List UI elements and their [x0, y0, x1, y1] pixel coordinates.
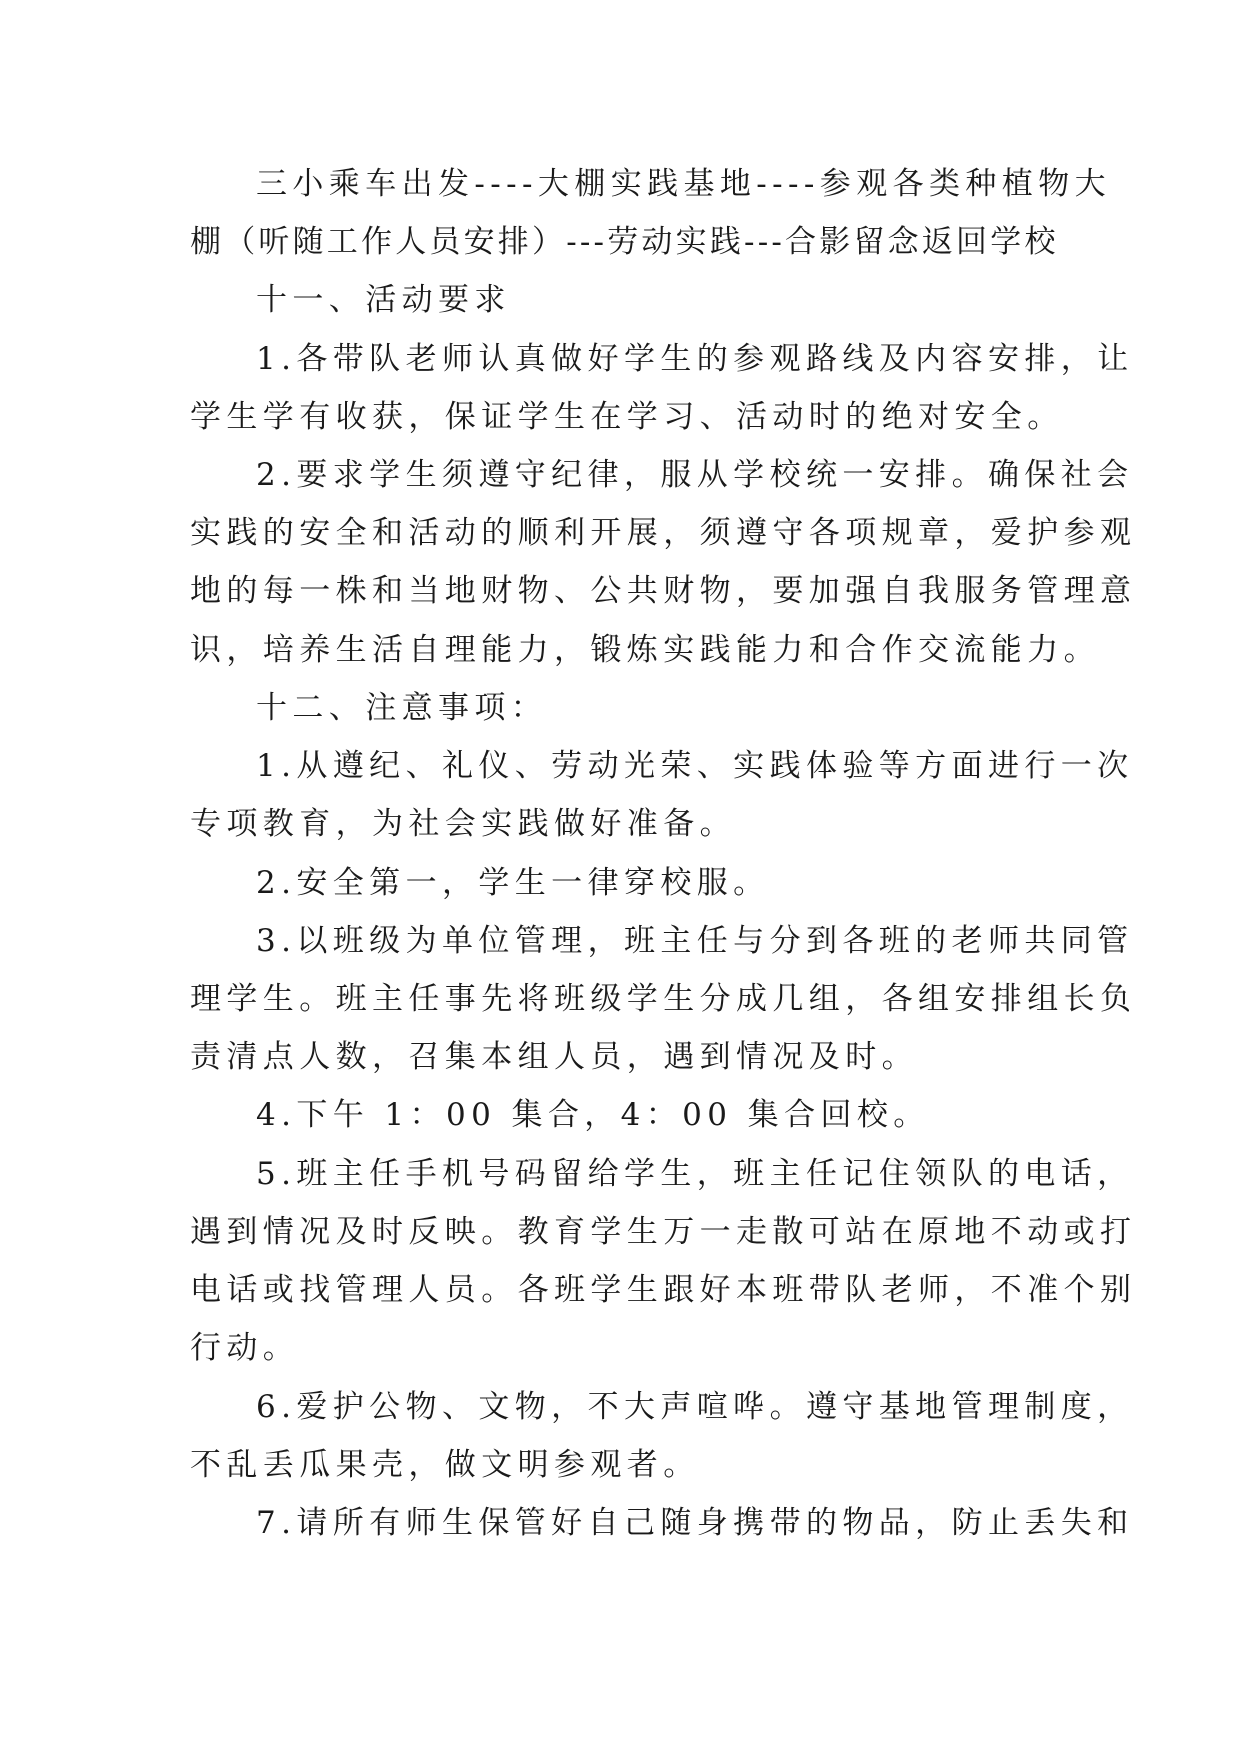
note-5-line-2: 遇到情况及时反映。教育学生万一走散可站在原地不动或打 — [190, 1214, 1137, 1250]
note-1-line-2: 专项教育，为社会实践做好准备。 — [190, 806, 736, 842]
requirement-1-line-2: 学生学有收获，保证学生在学习、活动时的绝对安全。 — [190, 399, 1064, 435]
note-3-line-1: 3.以班级为单位管理，班主任与分到各班的老师共同管 — [256, 923, 1134, 959]
note-1-line-1: 1.从遵纪、礼仪、劳动光荣、实践体验等方面进行一次 — [256, 748, 1134, 784]
note-7-line-1: 7.请所有师生保管好自己随身携带的物品，防止丢失和 — [256, 1505, 1134, 1541]
requirement-2-line-4: 识，培养生活自理能力，锻炼实践能力和合作交流能力。 — [190, 632, 1100, 668]
requirement-1-line-1: 1.各带队老师认真做好学生的参观路线及内容安排，让 — [256, 341, 1134, 377]
requirement-2-line-3: 地的每一株和当地财物、公共财物，要加强自我服务管理意 — [190, 573, 1137, 609]
note-6-line-2: 不乱丢瓜果壳，做文明参观者。 — [190, 1447, 700, 1483]
itinerary-line-1: 三小乘车出发----大棚实践基地----参观各类种植物大 — [256, 166, 1111, 202]
section-heading-activity-requirements: 十一、活动要求 — [256, 282, 511, 318]
note-4-line-1: 4.下午 1：00 集合，4：00 集合回校。 — [256, 1097, 930, 1133]
section-heading-notes: 十二、注意事项： — [256, 690, 548, 726]
requirement-2-line-1: 2.要求学生须遵守纪律，服从学校统一安排。确保社会 — [256, 457, 1134, 493]
note-2-line-1: 2.安全第一，学生一律穿校服。 — [256, 865, 770, 901]
note-5-line-1: 5.班主任手机号码留给学生，班主任记住领队的电话， — [256, 1156, 1134, 1192]
note-3-line-2: 理学生。班主任事先将班级学生分成几组，各组安排组长负 — [190, 981, 1137, 1017]
note-5-line-3: 电话或找管理人员。各班学生跟好本班带队老师，不准个别 — [190, 1272, 1137, 1308]
requirement-2-line-2: 实践的安全和活动的顺利开展，须遵守各项规章，爱护参观 — [190, 515, 1137, 551]
itinerary-line-2: 棚（听随工作人员安排）---劳动实践---合影留念返回学校 — [190, 224, 1059, 260]
note-6-line-1: 6.爱护公物、文物，不大声喧哗。遵守基地管理制度， — [256, 1389, 1134, 1425]
note-5-line-4: 行动。 — [190, 1330, 300, 1366]
note-3-line-3: 责清点人数，召集本组人员，遇到情况及时。 — [190, 1039, 918, 1075]
